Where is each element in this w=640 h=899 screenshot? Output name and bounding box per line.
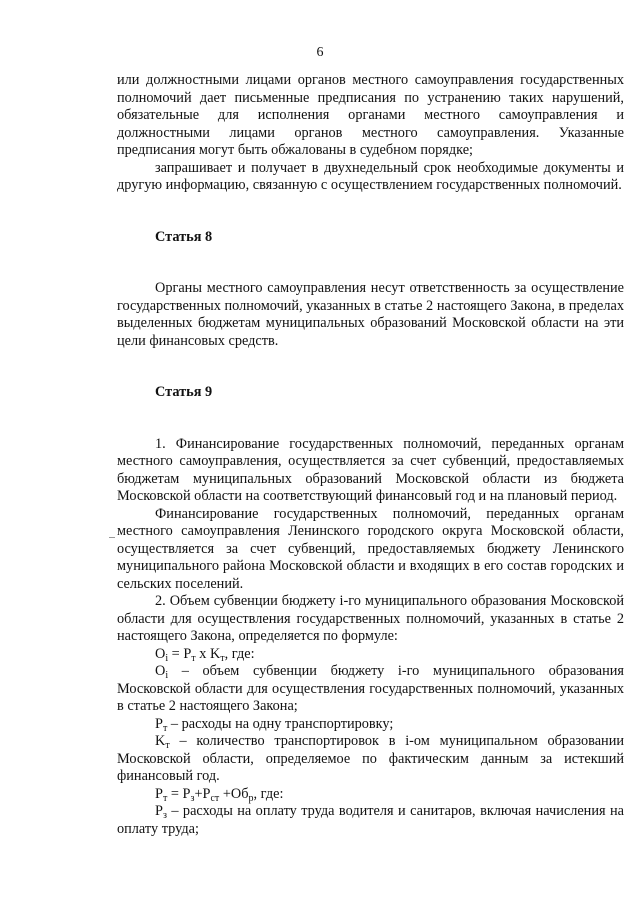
definition-kt: $K_т$ – количество транспортировок в i-ом муниципальном образовании Московской области, определяемое по фактическим данным за истекший финансовый год. [117,733,624,784]
definition-pz: $P_з$ – расходы на оплату труда водителя и санитаров, включая начисления на оплату труда; [117,803,624,837]
definition-pt: $P_т$ – расходы на одну транспортировку; [155,715,394,734]
scan-mark [109,537,115,538]
article-9-paragraph-2: Финансирование государственных полномочий, переданных органам местного самоуправления Ленинского городского округа Московской области, осуществляется за счет субвенций, предоставляемых бюджету Ленинского муниципального района Московской области и входящих в его состав городских и сельских поселений. [117,505,624,592]
paragraph: или должностными лицами органов местного самоуправления государственных полномочий дает письменные предписания по устранению таких нарушений, обязательные для исполнения органами местного самоуправления и должностными лицами органов местного самоуправления. Указанные предписания могут быть обжалованы в судебном порядке; [117,72,624,158]
article-8-heading: Статья 8 [155,228,213,245]
article-8-paragraph: Органы местного самоуправления несут ответственность за осуществление государственных полномочий, указанных в статье 2 настоящего Закона, в пределах выделенных бюджетам муниципальных образований Московской области на эти цели финансовых средств. [117,280,624,349]
page-number: 6 [316,45,324,60]
paragraph: запрашивает и получает в двухнедельный срок необходимые документы и другую информацию, связанную с осуществлением государственных полномочий. [117,159,624,193]
definition-oi: $O_i$ – объем субвенции бюджету i-го муниципального образования Московской области для осуществления государственных полномочий, указанных в статье 2 настоящего Закона; [117,663,624,714]
article-9-paragraph-1: 1. Финансирование государственных полномочий, переданных органам местного самоуправления, осуществляется за счет субвенций, предоставляемых бюджетам муниципальных образований Московской области из бюджета Московской области на соответствующий финансовый год и на плановый период. [117,435,624,504]
article-9-paragraph-3: 2. Объем субвенции бюджету i-го муниципального образования Московской области для осуществления государственных полномочий, указанных в статье 2 настоящего Закона, определяется по формуле: [117,593,624,644]
formula-transport-cost: $P_т = P_з+P_{ст} +Об_р$, где: [155,785,284,804]
article-9-heading: Статья 9 [155,384,213,400]
document-body [117,72,624,838]
formula-subvention: $O_i = P_т$ x $K_т$, где: [155,645,255,664]
